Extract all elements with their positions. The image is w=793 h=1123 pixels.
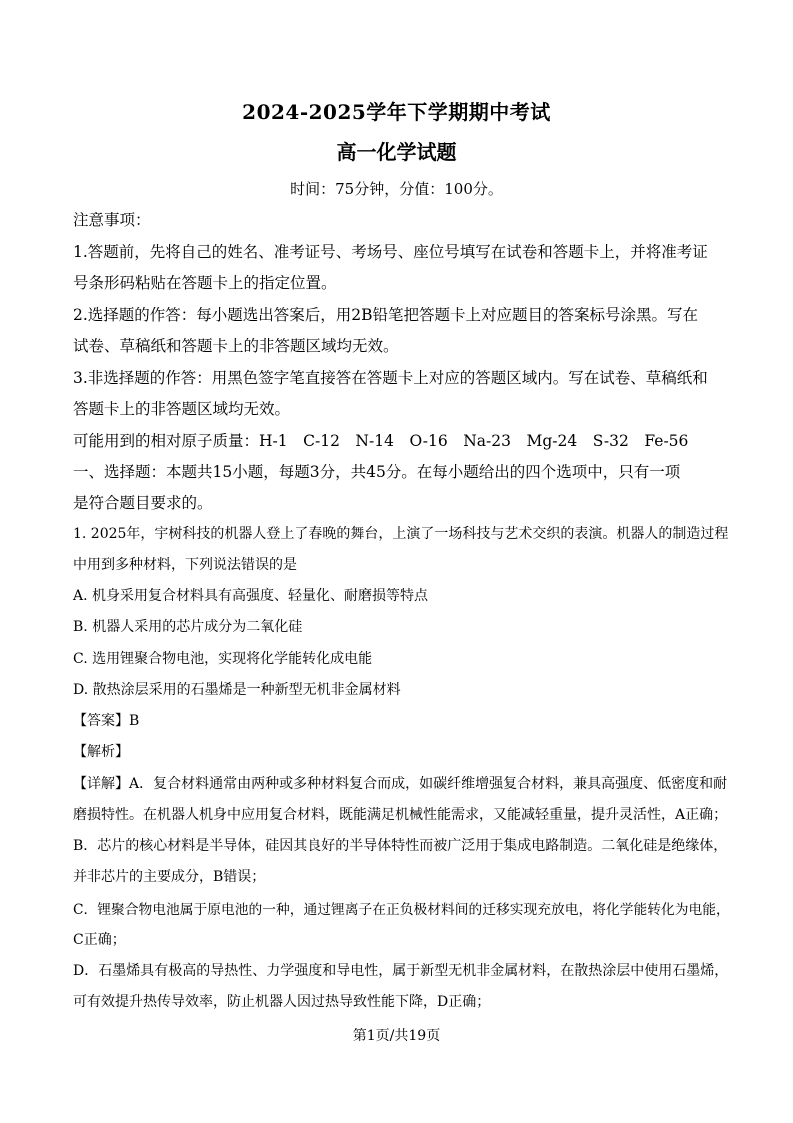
section-instruction-line-2: 是符合题目要求的。 xyxy=(73,494,213,512)
question-1-detail-line-1: 【详解】A．复合材料通常由两种或多种材料复合而成，如碳纤维增强复合材料，兼具高强度、低密度和耐 xyxy=(73,776,728,792)
question-1-option-a: A. 机身采用复合材料具有高强度、轻量化、耐磨损等特点 xyxy=(73,588,429,604)
section-instruction-line-1: 一、选择题：本题共15小题，每题3分，共45分。在每小题给出的四个选项中，只有一项 xyxy=(73,463,681,481)
question-1-detail-line-2: 磨损特性。在机器人机身中应用复合材料，既能满足机械性能需求，又能减轻重量，提升灵活性，A正确； xyxy=(73,807,728,823)
note-1-line-1: 1.答题前，先将自己的姓名、准考证号、考场号、座位号填写在试卷和答题卡上，并将准考证 xyxy=(73,243,708,261)
question-1-stem-line-1: 1. 2025年，宇树科技的机器人登上了春晚的舞台，上演了一场科技与艺术交织的表演。机器人的制造过程 xyxy=(73,526,729,542)
note-2-line-1: 2.选择题的作答：每小题选出答案后，用2B铅笔把答题卡上对应题目的答案标号涂黑。写在 xyxy=(73,306,699,324)
question-1-option-b: B. 机器人采用的芯片成分为二氧化硅 xyxy=(73,619,303,635)
question-1-analysis-heading: 【解析】 xyxy=(73,744,129,760)
exam-time-score: 时间：75分钟，分值：100分。 xyxy=(290,180,503,198)
exam-subtitle: 高一化学试题 xyxy=(336,140,457,164)
question-1-detail-line-3: B．芯片的核心材料是半导体，硅因其良好的半导体特性而被广泛用于集成电路制造。二氧化硅是绝缘体， xyxy=(73,838,728,854)
question-1-detail-line-6: C正确； xyxy=(73,932,126,948)
question-1-option-d: D. 散热涂层采用的石墨烯是一种新型无机非金属材料 xyxy=(73,682,401,698)
note-3-line-2: 答题卡上的非答题区域均无效。 xyxy=(73,400,291,418)
question-1-option-c: C. 选用锂聚合物电池，实现将化学能转化成电能 xyxy=(73,651,373,667)
note-2-line-2: 试卷、草稿纸和答题卡上的非答题区域均无效。 xyxy=(73,337,399,355)
atomic-masses: 可能用到的相对原子质量：H-1 C-12 N-14 O-16 Na-23 Mg-24 S-32 Fe-56 xyxy=(73,432,689,450)
page-number: 第1页/共19页 xyxy=(352,1028,441,1044)
note-3-line-1: 3.非选择题的作答：用黑色签字笔直接答在答题卡上对应的答题区域内。写在试卷、草稿纸和 xyxy=(73,369,708,387)
exam-title: 2024-2025学年下学期期中考试 xyxy=(242,100,551,124)
notes-heading: 注意事项： xyxy=(73,211,151,229)
question-1-stem-line-2: 中用到多种材料，下列说法错误的是 xyxy=(73,557,297,573)
question-1-detail-line-5: C．锂聚合物电池属于原电池的一种，通过锂离子在正负极材料间的迁移实现充放电，将化学能转化为电能， xyxy=(73,902,730,918)
note-1-line-2: 号条形码粘贴在答题卡上的指定位置。 xyxy=(73,274,337,292)
question-1-detail-line-7: D．石墨烯具有极高的导热性、力学强度和导电性，属于新型无机非金属材料，在散热涂层中使用石墨烯， xyxy=(73,963,729,979)
question-1-detail-line-8: 可有效提升热传导效率，防止机器人因过热导致性能下降，D正确； xyxy=(73,994,491,1010)
question-1-detail-line-4: 并非芯片的主要成分，B错误； xyxy=(73,869,266,885)
question-1-answer: 【答案】B xyxy=(73,713,140,729)
